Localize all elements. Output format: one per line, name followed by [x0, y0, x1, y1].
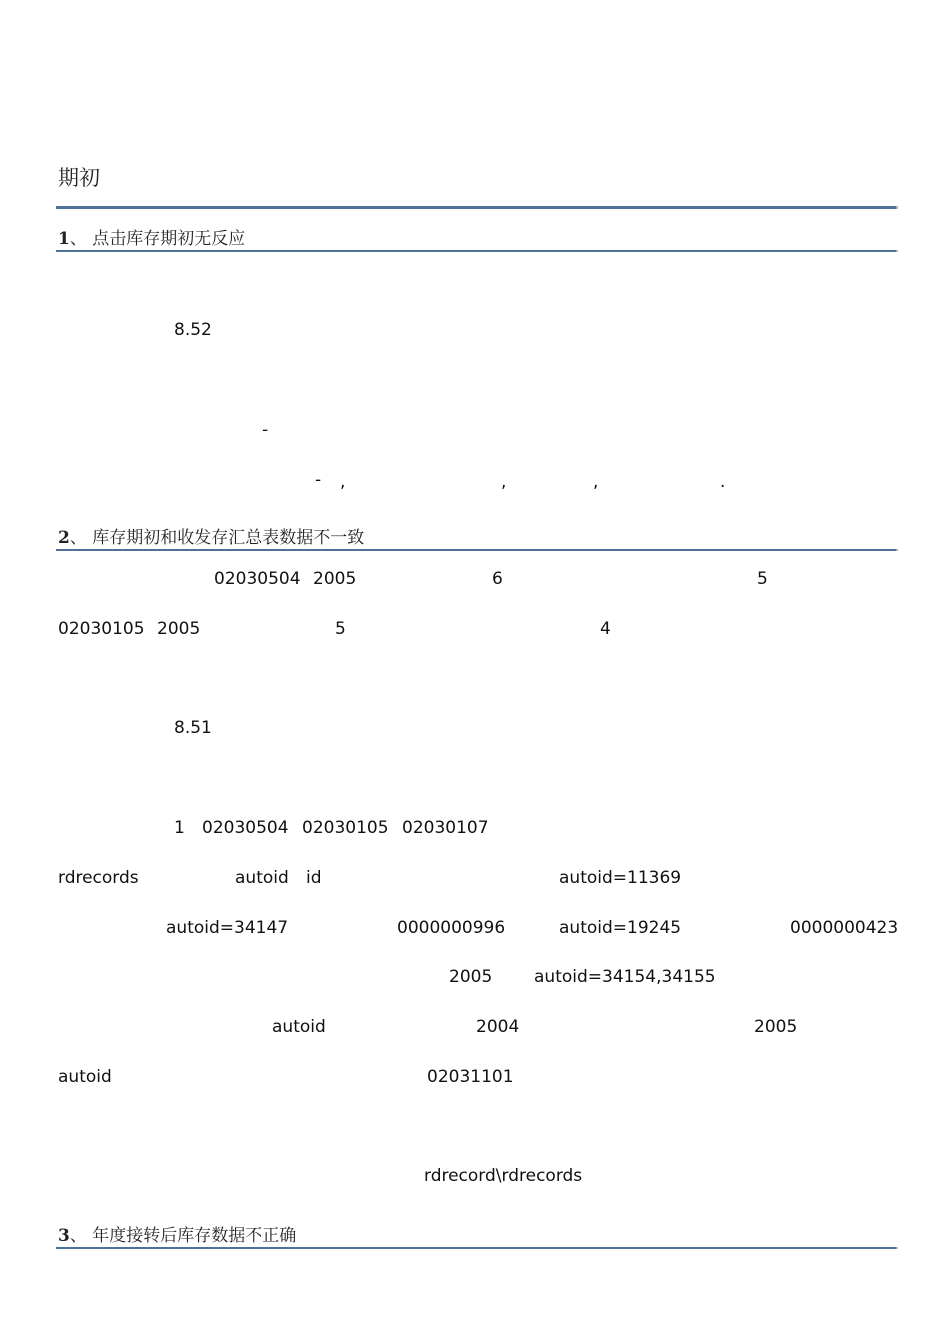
- s1-dash: -: [262, 420, 269, 440]
- s2-autoid-code-field: autoid: [58, 1067, 112, 1087]
- s2-codes-n: 1: [174, 818, 185, 838]
- s2-year-row-year: 2005: [449, 967, 493, 987]
- s2-autoid-row-field: autoid: [272, 1017, 326, 1037]
- s2-rd-field2: id: [306, 868, 322, 888]
- s2-row2-v1: 5: [335, 619, 346, 639]
- s2-year-row-ids: autoid=34154,34155: [534, 967, 716, 987]
- s1-version: 8.52: [174, 320, 212, 340]
- heading-3: [58, 1221, 296, 1246]
- s2-autoid-code-code: 02031101: [427, 1067, 514, 1087]
- s2-row1-v1: 6: [492, 569, 503, 589]
- heading-number: 1: [58, 229, 70, 249]
- title-rule: [56, 206, 896, 209]
- s2-row1-v2: 5: [757, 569, 768, 589]
- s2-rd-table: rdrecords: [58, 868, 139, 888]
- s1-line3-comma-2: ,: [501, 472, 507, 492]
- s2-version: 8.51: [174, 718, 212, 738]
- s1-line3-dot: .: [720, 472, 726, 492]
- heading-separator: 、: [69, 528, 87, 548]
- s2-codes-c2: 02030105: [302, 818, 389, 838]
- heading-2-rule: [56, 549, 896, 551]
- heading-1: [58, 224, 245, 249]
- s2-row1-code: 02030504: [214, 569, 301, 589]
- heading-separator: 、: [69, 229, 87, 249]
- s2-ids-v1: 0000000996: [397, 918, 506, 938]
- heading-1-rule: [56, 250, 896, 252]
- s2-row2-v2: 4: [600, 619, 611, 639]
- section-title: 期初: [58, 166, 100, 190]
- s1-line3-comma-3: ,: [593, 472, 599, 492]
- s2-codes-c3: 02030107: [402, 818, 489, 838]
- heading-number: 2: [58, 528, 70, 548]
- s1-line3-dash: -: [315, 470, 322, 490]
- s2-autoid-row-y1: 2004: [476, 1017, 520, 1037]
- heading-separator: 、: [69, 1226, 87, 1246]
- s2-row2-code: 02030105: [58, 619, 145, 639]
- s1-line3-comma-1: ,: [340, 472, 346, 492]
- heading-text: 库存期初和收发存汇总表数据不一致: [92, 528, 365, 548]
- heading-2: [58, 523, 364, 548]
- s2-rd-field1: autoid: [235, 868, 289, 888]
- s2-ids-a2: autoid=19245: [559, 918, 682, 938]
- heading-3-rule: [56, 1247, 896, 1249]
- s2-tables: rdrecord\rdrecords: [424, 1166, 583, 1186]
- s2-row2-year: 2005: [157, 619, 201, 639]
- heading-number: 3: [58, 1226, 70, 1246]
- s2-row1-year: 2005: [313, 569, 357, 589]
- s2-codes-c1: 02030504: [202, 818, 289, 838]
- heading-text: 点击库存期初无反应: [92, 229, 246, 249]
- s2-ids-a1: autoid=34147: [166, 918, 289, 938]
- s2-autoid-row-y2: 2005: [754, 1017, 798, 1037]
- s2-ids-v2: 0000000423: [790, 918, 899, 938]
- s2-rd-cond: autoid=11369: [559, 868, 682, 888]
- heading-text: 年度接转后库存数据不正确: [92, 1226, 297, 1246]
